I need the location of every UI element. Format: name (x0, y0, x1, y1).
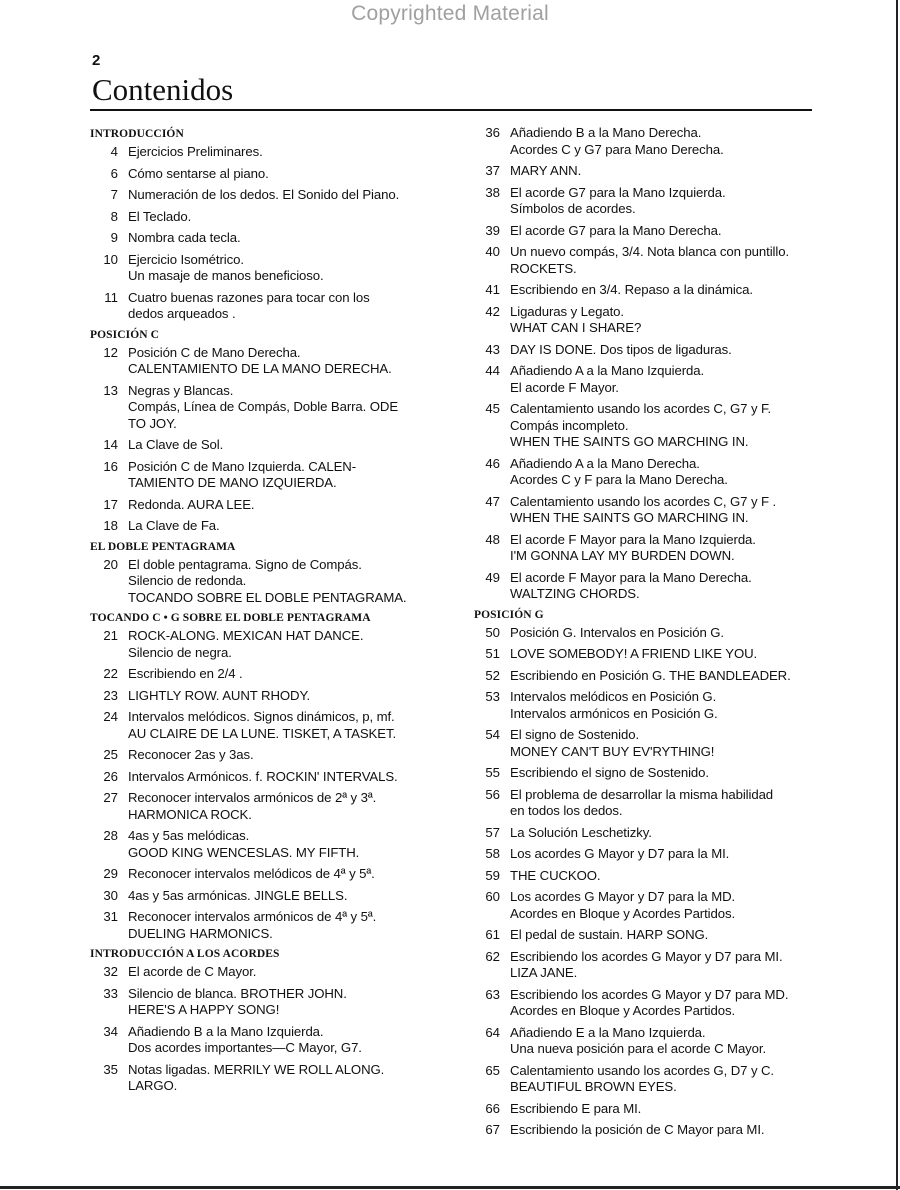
toc-entry-text (510, 646, 757, 663)
toc-page-number: 65 (485, 1062, 500, 1078)
toc-entry-line: Una nueva posición para el acorde C Mayor. (510, 1041, 767, 1056)
toc-entry-text (510, 163, 581, 180)
toc-page-number: 16 (103, 458, 118, 474)
title-rule (90, 109, 812, 111)
toc-entry (90, 459, 440, 492)
toc-entry (474, 1122, 819, 1139)
toc-page-number: 26 (103, 768, 118, 784)
toc-entry-line: GOOD KING WENCESLAS. MY FIFTH. (128, 844, 360, 860)
page-number: 2 (92, 52, 101, 69)
toc-entry-text (510, 625, 724, 642)
toc-entry-line: THE CUCKOO. (510, 867, 601, 883)
toc-entry-line: Acordes en Bloque y Acordes Partidos. (510, 905, 736, 921)
toc-entry-line: LOVE SOMEBODY! A FRIEND LIKE YOU. (510, 646, 758, 661)
toc-entry-text (510, 223, 721, 240)
toc-entry (474, 244, 819, 277)
toc-page-number: 38 (485, 184, 500, 200)
toc-entry-text (510, 987, 788, 1020)
toc-entry-line: Calentamiento usando los acordes C, G7 y F. (510, 401, 772, 416)
toc-entry (90, 290, 440, 323)
toc-entry (474, 889, 819, 922)
toc-entry (474, 1101, 819, 1118)
toc-entry-line: El Teclado. (128, 208, 192, 224)
toc-entry-text (510, 949, 783, 982)
toc-page-number: 23 (103, 687, 118, 703)
copyright-watermark: Copyrighted Material (351, 2, 549, 25)
toc-entry-text (128, 1024, 362, 1057)
toc-page-number: 9 (110, 230, 118, 245)
toc-entry-line: CALENTAMIENTO DE LA MANO DERECHA. (128, 361, 392, 376)
toc-entry-line: WHEN THE SAINTS GO MARCHING IN. (510, 510, 749, 525)
toc-entry-line: en todos los dedos. (510, 803, 623, 818)
toc-entry-text (128, 345, 392, 378)
toc-entry (474, 223, 819, 240)
toc-entry-line: Ejercicio Isométrico. (128, 251, 244, 267)
toc-entry-line: El acorde F Mayor para la Mano Izquierda. (510, 531, 756, 547)
toc-entry-line: Calentamiento usando los acordes G, D7 y C. (510, 1062, 774, 1078)
toc-entry (474, 363, 819, 396)
toc-entry-text (510, 282, 753, 299)
toc-entry (90, 866, 440, 883)
toc-entry (474, 625, 819, 642)
toc-entry-line: Ligaduras y Legato. (510, 303, 624, 319)
toc-entry-line: Cómo sentarse al piano. (128, 165, 269, 181)
toc-entry-line: Dos acordes importantes—C Mayor, G7. (128, 1040, 362, 1055)
toc-page-number: 11 (104, 289, 118, 305)
toc-page-number: 31 (103, 909, 118, 924)
toc-entry-line: Añadiendo B a la Mano Izquierda. (128, 1023, 324, 1039)
toc-page-number: 12 (103, 344, 118, 360)
toc-entry (474, 927, 819, 944)
toc-entry (90, 666, 440, 683)
section-heading: POSICIÓN C (90, 328, 160, 341)
toc-page-number: 66 (485, 1100, 500, 1116)
toc-entry-text (510, 570, 752, 603)
toc-entry-line: I'M GONNA LAY MY BURDEN DOWN. (510, 548, 735, 563)
toc-entry-text (510, 456, 728, 489)
toc-entry-text (128, 909, 376, 942)
toc-entry-line: Acordes C y F para la Mano Derecha. (510, 472, 728, 487)
toc-entry (90, 497, 440, 514)
toc-entry (474, 125, 819, 158)
toc-entry-line: La Clave de Sol. (128, 437, 224, 452)
toc-entry-text (510, 494, 776, 527)
toc-entry-line: Posición G. Intervalos en Posición G. (510, 624, 724, 640)
toc-page-number: 30 (103, 887, 118, 903)
toc-entry-line: Escribiendo la posición de C Mayor para MI. (510, 1122, 765, 1137)
toc-page-number: 4 (110, 144, 118, 159)
toc-entry-text (128, 628, 363, 661)
toc-entry (90, 230, 440, 247)
toc-page-number: 48 (485, 531, 500, 547)
toc-entry-text (510, 125, 724, 158)
toc-entry (90, 986, 440, 1019)
toc-page-number: 7 (110, 187, 118, 202)
page-frame-right (896, 0, 898, 1190)
toc-page-number: 32 (103, 964, 118, 979)
toc-entry-text (128, 230, 241, 247)
toc-page-number: 45 (485, 401, 500, 416)
toc-entry-line: Añadiendo A a la Mano Izquierda. (510, 363, 705, 378)
toc-page-number: 47 (485, 493, 500, 509)
toc-entry-line: El problema de desarrollar la misma habilidad (510, 786, 774, 802)
toc-entry-line: Notas ligadas. MERRILY WE ROLL ALONG. (128, 1061, 385, 1077)
toc-page-number: 56 (485, 786, 500, 802)
toc-entry-line: Numeración de los dedos. El Sonido del Piano. (128, 187, 400, 202)
toc-entry-text (128, 1062, 384, 1095)
toc-entry-text (128, 866, 375, 883)
toc-entry-line: WALTZING CHORDS. (510, 586, 640, 601)
toc-entry (474, 765, 819, 782)
toc-entry (90, 187, 440, 204)
toc-entry-line: Los acordes G Mayor y D7 para la MD. (510, 889, 736, 904)
toc-entry (474, 846, 819, 863)
toc-page-number: 25 (103, 747, 118, 762)
toc-page-number: 57 (485, 824, 500, 840)
toc-entry-line: DUELING HARMONICS. (128, 925, 273, 941)
toc-entry-line: Añadiendo E a la Mano Izquierda. (510, 1024, 706, 1040)
toc-entry-line: Calentamiento usando los acordes C, G7 y F . (510, 493, 777, 509)
toc-entry-line: HERE'S A HAPPY SONG! (128, 1002, 280, 1017)
toc-entry (474, 949, 819, 982)
toc-entry (90, 628, 440, 661)
toc-entry-line: Acordes en Bloque y Acordes Partidos. (510, 1003, 736, 1018)
toc-entry-text (510, 363, 704, 396)
toc-page-number: 60 (485, 889, 500, 904)
toc-entry (474, 163, 819, 180)
toc-entry-line: El doble pentagrama. Signo de Compás. (128, 556, 362, 572)
toc-entry (90, 437, 440, 454)
toc-entry-text (128, 747, 254, 764)
toc-entry-text (128, 383, 398, 433)
toc-entry (474, 1025, 819, 1058)
toc-entry-line: TO JOY. (128, 415, 177, 431)
toc-entry-text (128, 828, 359, 861)
toc-page-number: 8 (110, 208, 118, 224)
toc-entry-line: Escribiendo el signo de Sostenido. (510, 765, 709, 780)
toc-entry-text (510, 889, 735, 922)
toc-entry (90, 888, 440, 905)
toc-entry-line: Silencio de blanca. BROTHER JOHN. (128, 985, 347, 1001)
toc-page-number: 14 (103, 437, 118, 452)
toc-entry-text (128, 166, 269, 183)
toc-page-number: 20 (103, 556, 118, 572)
toc-entry-text (128, 144, 263, 161)
toc-page-number: 59 (485, 867, 500, 883)
toc-entry (474, 401, 819, 451)
toc-page-number: 17 (103, 496, 118, 512)
toc-entry-line: AU CLAIRE DE LA LUNE. TISKET, A TASKET. (128, 725, 397, 741)
toc-entry (474, 342, 819, 359)
toc-entry-line: El pedal de sustain. HARP SONG. (510, 927, 709, 942)
toc-entry-line: Reconocer intervalos melódicos de 4ª y 5ª. (128, 866, 375, 881)
toc-entry-text (128, 437, 223, 454)
toc-entry-line: Ejercicios Preliminares. (128, 144, 263, 159)
toc-page-number: 58 (485, 846, 500, 861)
toc-entry-line: El acorde F Mayor para la Mano Derecha. (510, 569, 752, 585)
toc-entry-line: Reconocer intervalos armónicos de 4ª y 5ª. (128, 909, 377, 924)
section-heading: INTRODUCCIÓN A LOS ACORDES (90, 948, 280, 960)
toc-entry-line: Escribiendo en 3/4. Repaso a la dinámica. (510, 282, 753, 297)
toc-entry-text (510, 765, 709, 782)
toc-entry (90, 166, 440, 183)
toc-entry (90, 709, 440, 742)
toc-entry (90, 345, 440, 378)
toc-entry (90, 209, 440, 226)
toc-entry (90, 518, 440, 535)
toc-entry (90, 1062, 440, 1095)
toc-entry-line: ROCKETS. (510, 260, 577, 276)
toc-page-number: 35 (103, 1061, 118, 1077)
toc-page-number: 49 (485, 569, 500, 585)
toc-page-number: 33 (103, 985, 118, 1001)
toc-entry (90, 144, 440, 161)
toc-entry-line: dedos arqueados . (128, 306, 236, 321)
toc-entry (474, 825, 819, 842)
toc-entry-line: El acorde de C Mayor. (128, 964, 257, 979)
toc-entry (474, 185, 819, 218)
toc-entry-line: Redonda. AURA LEE. (128, 496, 255, 512)
toc-page-number: 40 (485, 244, 500, 259)
toc-entry-line: TAMIENTO DE MANO IZQUIERDA. (128, 475, 337, 490)
toc-page-number: 6 (110, 165, 118, 181)
toc-entry-line: Acordes C y G7 para Mano Derecha. (510, 141, 724, 157)
toc-entry-line: Cuatro buenas razones para tocar con los (128, 289, 370, 305)
toc-page-number: 13 (103, 382, 118, 398)
toc-entry-line: El acorde F Mayor. (510, 379, 619, 395)
toc-entry-text (510, 668, 791, 685)
toc-entry-line: Nombra cada tecla. (128, 230, 241, 245)
toc-entry-text (510, 1101, 641, 1118)
toc-page-number: 64 (485, 1024, 500, 1040)
toc-page-number: 24 (103, 709, 118, 724)
toc-entry-text (510, 401, 771, 451)
toc-entry-line: Un masaje de manos beneficioso. (128, 268, 324, 283)
toc-entry-line: Escribiendo en 2/4 . (128, 666, 243, 681)
section-heading: TOCANDO C • G SOBRE EL DOBLE PENTAGRAMA (90, 612, 371, 624)
page-frame-bottom (0, 1186, 900, 1189)
toc-page-number: 10 (103, 251, 118, 267)
toc-entry-text (128, 252, 324, 285)
toc-entry-text (128, 964, 256, 981)
toc-entry-line: Escribiendo E para MI. (510, 1100, 642, 1116)
toc-entry-text (510, 787, 773, 820)
toc-page-number: 54 (485, 727, 500, 742)
toc-entry (474, 987, 819, 1020)
toc-page-number: 22 (103, 666, 118, 681)
toc-page-number: 51 (485, 646, 500, 661)
toc-entry (474, 282, 819, 299)
toc-entry-line: Añadiendo A a la Mano Derecha. (510, 455, 700, 471)
section-heading: EL DOBLE PENTAGRAMA (90, 540, 236, 553)
page-title: Contenidos (92, 72, 234, 107)
toc-page-number: 63 (485, 986, 500, 1002)
toc-page-number: 55 (485, 765, 500, 780)
toc-entry-line: 4as y 5as armónicas. JINGLE BELLS. (128, 887, 348, 903)
toc-entry (90, 747, 440, 764)
toc-entry-text (128, 986, 347, 1019)
toc-entry-line: WHAT CAN I SHARE? (510, 320, 642, 335)
toc-entry-text (510, 825, 652, 842)
toc-page-number: 21 (103, 628, 118, 643)
toc-entry-text (510, 689, 718, 722)
toc-entry-line: Escribiendo en Posición G. THE BANDLEADER. (510, 667, 791, 683)
section-heading: INTRODUCCIÓN (90, 128, 184, 140)
toc-entry-text (128, 187, 399, 204)
toc-entry-line: Silencio de negra. (128, 644, 232, 660)
toc-entry-line: WHEN THE SAINTS GO MARCHING IN. (510, 434, 749, 449)
toc-entry (90, 252, 440, 285)
toc-page-number: 39 (485, 222, 500, 238)
toc-entry (474, 304, 819, 337)
toc-page-number: 41 (485, 282, 500, 297)
toc-entry-text (128, 209, 191, 226)
toc-entry-text (128, 518, 220, 535)
toc-entry-line: Intervalos armónicos en Posición G. (510, 705, 718, 721)
toc-entry-line: Escribiendo los acordes G Mayor y D7 para MI. (510, 948, 783, 964)
toc-entry (90, 769, 440, 786)
toc-entry-line: DAY IS DONE. Dos tipos de ligaduras. (510, 341, 732, 357)
toc-entry (474, 689, 819, 722)
toc-entry-text (510, 185, 726, 218)
toc-page-number: 52 (485, 667, 500, 683)
toc-entry-line: LARGO. (128, 1078, 178, 1093)
toc-entry-text (128, 290, 370, 323)
toc-entry-line: El signo de Sostenido. (510, 727, 640, 742)
toc-entry-text (128, 888, 347, 905)
toc-entry-line: Intervalos melódicos en Posición G. (510, 689, 717, 704)
toc-page-number: 53 (485, 689, 500, 704)
toc-entry-text (128, 790, 376, 823)
toc-entry-text (510, 1063, 774, 1096)
toc-page-number: 18 (103, 518, 118, 533)
toc-page-number: 27 (103, 790, 118, 805)
toc-page-number: 34 (103, 1023, 118, 1039)
toc-entry-line: MARY ANN. (510, 163, 582, 178)
toc-entry-line: La Solución Leschetizky. (510, 824, 652, 840)
toc-entry (474, 494, 819, 527)
toc-entry-line: Negras y Blancas. (128, 382, 234, 398)
toc-entry-line: Intervalos melódicos. Signos dinámicos, p, mf. (128, 709, 395, 724)
toc-entry (474, 532, 819, 565)
toc-entry-line: Los acordes G Mayor y D7 para la MI. (510, 846, 730, 861)
toc-entry-text (128, 666, 243, 683)
toc-page-number: 62 (485, 948, 500, 964)
toc-entry-text (128, 709, 396, 742)
toc-entry-text (510, 1122, 764, 1139)
toc-page-number: 61 (485, 927, 500, 942)
toc-entry-line: El acorde G7 para la Mano Izquierda. (510, 184, 726, 200)
toc-entry (90, 1024, 440, 1057)
toc-entry-text (510, 846, 729, 863)
toc-entry-text (128, 497, 255, 514)
toc-entry-line: TOCANDO SOBRE EL DOBLE PENTAGRAMA. (128, 589, 407, 605)
toc-entry (474, 787, 819, 820)
toc-page-number: 28 (103, 828, 118, 843)
toc-left-column (90, 123, 440, 1100)
toc-entry-line: Posición C de Mano Izquierda. CALEN- (128, 458, 357, 474)
toc-entry-text (510, 244, 789, 277)
toc-entry-line: Compás, Línea de Compás, Doble Barra. ODE (128, 399, 399, 414)
toc-entry-text (128, 557, 406, 607)
toc-entry-line: Posición C de Mano Derecha. (128, 344, 301, 360)
toc-entry-line: Añadiendo B a la Mano Derecha. (510, 125, 702, 140)
toc-entry (90, 964, 440, 981)
toc-entry-line: Un nuevo compás, 3/4. Nota blanca con puntillo. (510, 244, 790, 259)
toc-entry (474, 868, 819, 885)
toc-entry-text (128, 459, 356, 492)
toc-entry-line: 4as y 5as melódicas. (128, 828, 250, 843)
toc-entry-text (510, 727, 714, 760)
toc-entry-text (128, 769, 398, 786)
toc-entry (474, 668, 819, 685)
toc-right-column (474, 125, 819, 1144)
toc-entry-line: Compás incompleto. (510, 417, 629, 433)
toc-entry (90, 790, 440, 823)
toc-entry-text (510, 532, 756, 565)
toc-page-number: 46 (485, 455, 500, 471)
toc-entry (474, 570, 819, 603)
toc-entry-line: El acorde G7 para la Mano Derecha. (510, 222, 722, 238)
toc-entry-text (510, 342, 732, 359)
toc-entry-line: ROCK-ALONG. MEXICAN HAT DANCE. (128, 628, 364, 643)
toc-entry-line: Intervalos Armónicos. f. ROCKIN' INTERVALS. (128, 768, 398, 784)
toc-page-number: 36 (485, 125, 500, 140)
toc-page-number: 44 (485, 363, 500, 378)
toc-page-number: 43 (485, 341, 500, 357)
section-heading: POSICIÓN G (474, 608, 544, 621)
toc-entry-line: Reconocer 2as y 3as. (128, 747, 254, 762)
toc-entry-text (128, 688, 310, 705)
toc-entry-line: MONEY CAN'T BUY EV'RYTHING! (510, 743, 715, 759)
toc-page-number: 50 (485, 624, 500, 640)
toc-entry-line: Silencio de redonda. (128, 573, 247, 588)
toc-page-number: 37 (485, 163, 500, 178)
toc-entry-text (510, 1025, 766, 1058)
toc-entry-line: LIGHTLY ROW. AUNT RHODY. (128, 687, 311, 703)
toc-page-number: 42 (485, 303, 500, 319)
toc-entry-line: LIZA JANE. (510, 965, 578, 980)
toc-entry-line: BEAUTIFUL BROWN EYES. (510, 1079, 677, 1094)
toc-entry (474, 646, 819, 663)
toc-entry (474, 1063, 819, 1096)
toc-entry (90, 909, 440, 942)
toc-entry (474, 456, 819, 489)
toc-entry-text (510, 868, 601, 885)
toc-entry (474, 727, 819, 760)
toc-entry (90, 383, 440, 433)
toc-entry-line: HARMONICA ROCK. (128, 806, 252, 822)
toc-entry (90, 557, 440, 607)
toc-entry-text (510, 304, 641, 337)
toc-entry-line: Escribiendo los acordes G Mayor y D7 para MD. (510, 986, 789, 1002)
toc-page-number: 29 (103, 866, 118, 881)
toc-entry-line: Reconocer intervalos armónicos de 2ª y 3ª. (128, 790, 377, 805)
toc-entry-line: La Clave de Fa. (128, 518, 220, 533)
toc-entry (90, 688, 440, 705)
toc-entry-text (510, 927, 708, 944)
toc-entry (90, 828, 440, 861)
toc-entry-line: Símbolos de acordes. (510, 201, 636, 216)
toc-page-number: 67 (485, 1122, 500, 1137)
